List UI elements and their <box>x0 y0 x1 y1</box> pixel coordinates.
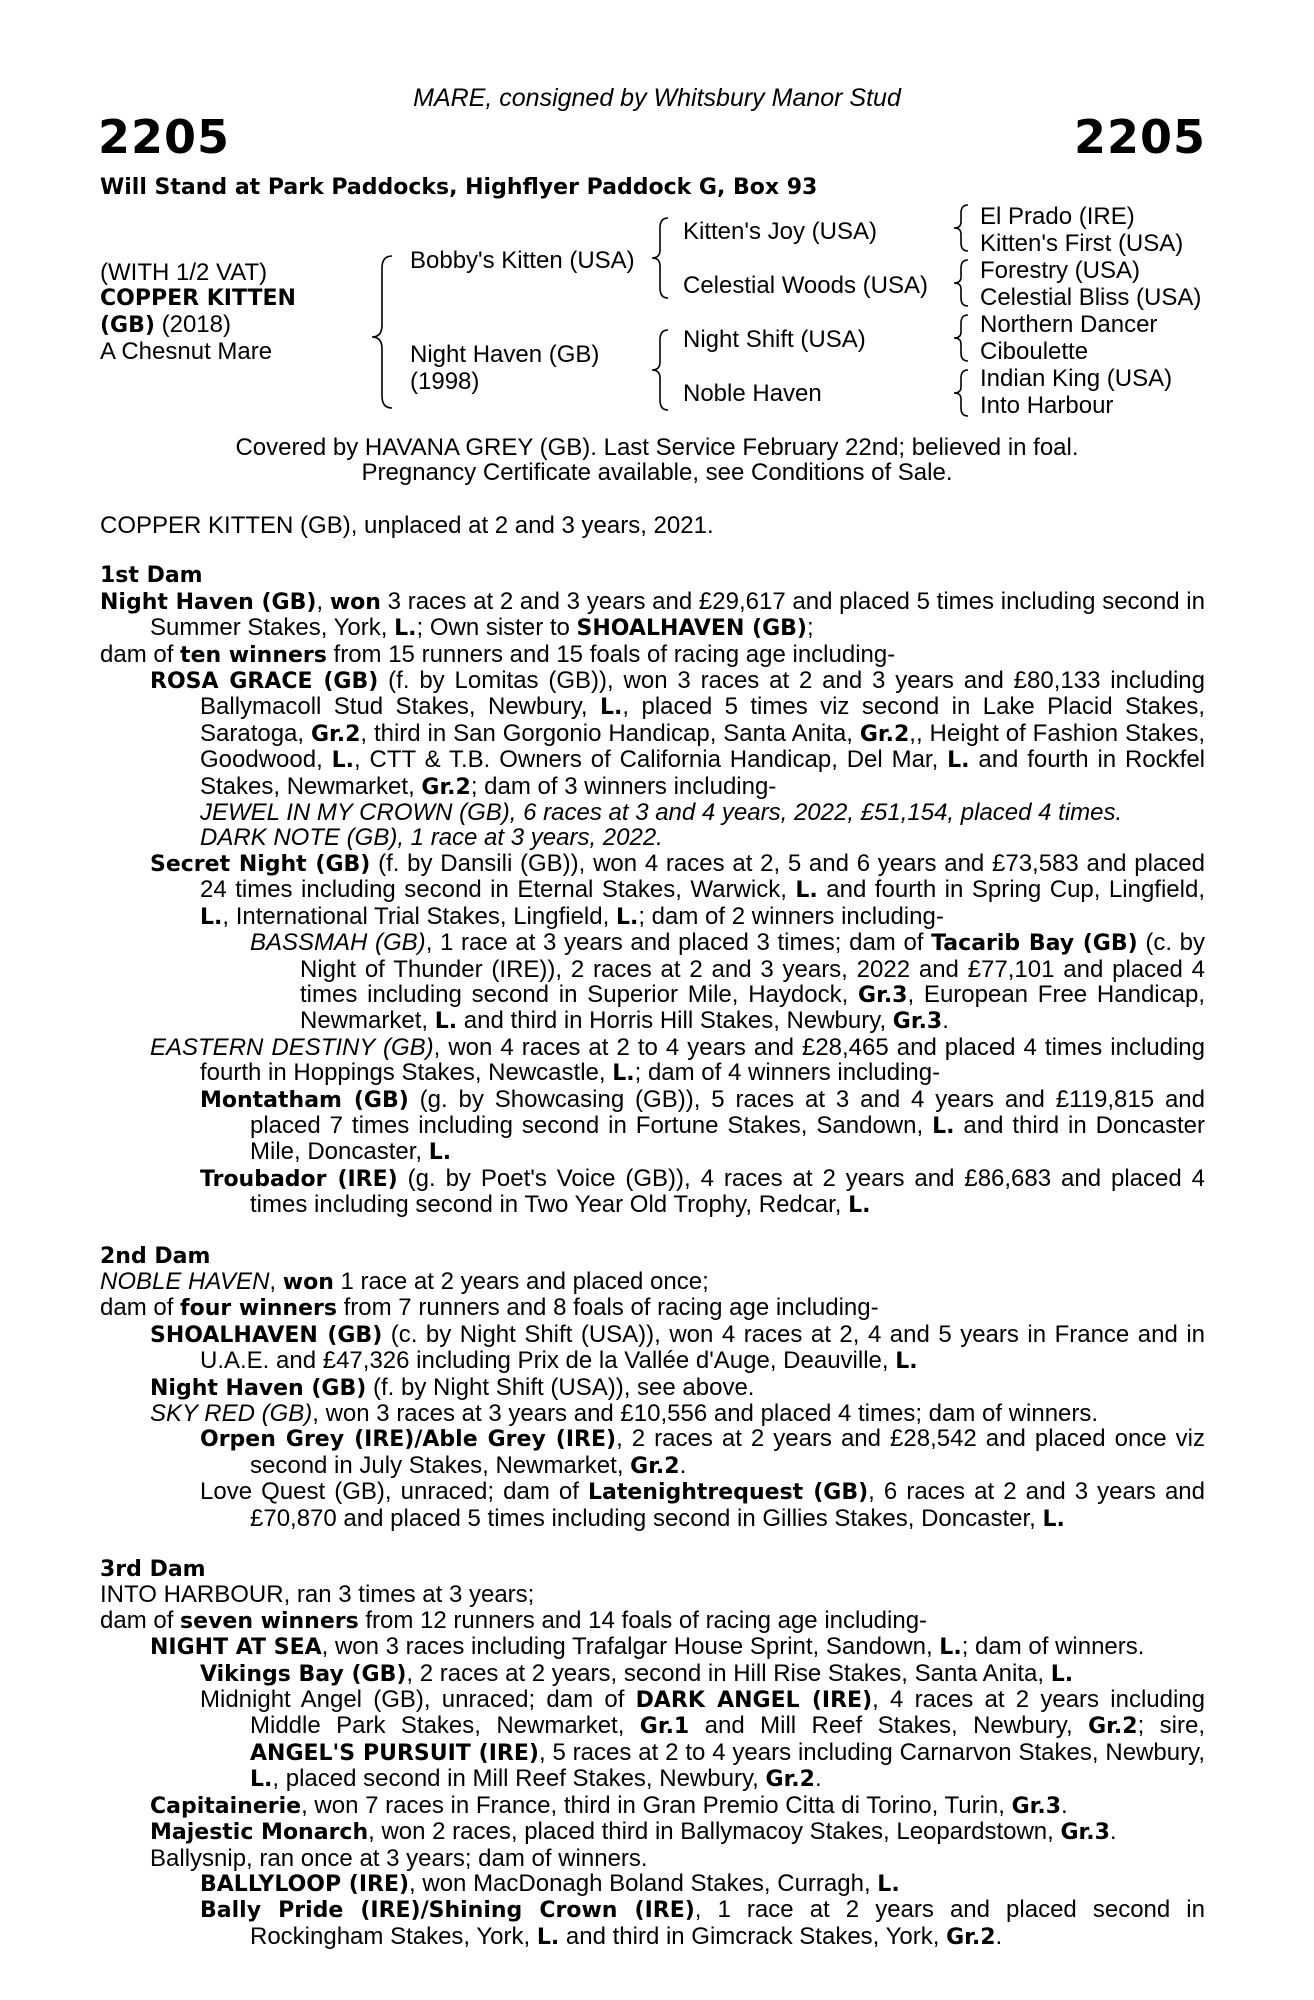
listed-mark: L. <box>394 616 417 642</box>
group-mark: Gr.2 <box>859 721 910 747</box>
sire-dam: Celestial Woods (USA) <box>683 272 928 299</box>
text: (f. by Night Shift (USA)), see above. <box>366 1373 755 1401</box>
text: dam of <box>100 1294 181 1322</box>
text: , won 3 races at 3 years and £10,556 and placed 4 times; dam of winners. <box>312 1400 1099 1427</box>
listed-mark: L. <box>895 1349 918 1375</box>
produce-name: Orpen Grey (IRE)/Able Grey (IRE) <box>200 1427 617 1453</box>
text: 3 races at 2 and 3 years and £29,617 and placed 5 times including second in Summer Stakes, York, <box>150 587 1205 642</box>
produce-eastern-destiny <box>100 1035 1205 1087</box>
text: ; dam of 3 winners including- <box>470 772 777 800</box>
produce-majestic-monarch <box>100 1819 1205 1845</box>
group-mark: Gr.2 <box>946 1924 996 1950</box>
group-mark: Gr.3 <box>858 982 908 1008</box>
text: , 1 race at 2 years and placed second in Rockingham Stakes, York, <box>250 1896 1205 1950</box>
covered-line-2: Pregnancy Certificate available, see Conditions of Sale. <box>361 459 953 486</box>
text: and fourth in Spring Cup, Lingfield, <box>817 876 1206 904</box>
listed-mark: L. <box>434 1009 458 1035</box>
produce-vikings-bay <box>100 1661 1205 1687</box>
text: , won 7 races in France, third in Gran Premio Citta di Torino, Turin, <box>301 1791 1012 1819</box>
listed-mark: L. <box>877 1871 900 1897</box>
group-mark: Gr.3 <box>1011 1793 1062 1819</box>
horse-year: (2018) <box>154 311 231 338</box>
listed-mark: L. <box>947 748 970 774</box>
produce-name: EASTERN DESTINY (GB) <box>150 1033 434 1061</box>
text: . <box>1109 1818 1117 1846</box>
text: from 12 runners and 14 foals of racing age including- <box>358 1606 928 1634</box>
produce-name: Latenightrequest (GB) <box>588 1480 869 1506</box>
produce-love-quest <box>100 1479 1205 1532</box>
group-mark: Gr.2 <box>765 1767 815 1793</box>
group-mark: Gr.3 <box>892 1009 943 1035</box>
produce-night-haven <box>100 1375 1205 1401</box>
text: (f. by Lomitas (GB)), won 3 races at 2 and 3 years and £80,133 including Ballymacoll Stud Stakes, Newbury, <box>200 667 1205 721</box>
gg-dss: Northern Dancer <box>980 311 1158 338</box>
winner-count: four winners <box>180 1296 337 1322</box>
text: and Mill Reef Stakes, Newbury, <box>689 1712 1089 1740</box>
produce-name: Vikings Bay (GB) <box>200 1661 407 1687</box>
text: , CTT & T.B. Owners of California Handicap, Del Mar, <box>354 746 948 774</box>
brace-dam <box>652 330 668 410</box>
produce-name: SHOALHAVEN (GB) <box>150 1322 383 1348</box>
second-dam-entry: NOBLE HAVEN, won 1 race at 2 years and placed once; <box>100 1267 709 1295</box>
produce-troubador <box>100 1166 1205 1219</box>
race-record: COPPER KITTEN (GB), unplaced at 2 and 3 years, 2021. <box>100 512 714 539</box>
third-dam-produce-summary <box>100 1608 1205 1634</box>
gg-sds: Forestry (USA) <box>980 257 1141 284</box>
listed-mark: L. <box>600 695 623 721</box>
won-word: won <box>282 1269 334 1295</box>
brace-dd <box>954 370 968 416</box>
text: from 15 runners and 15 foals of racing age including- <box>326 640 896 668</box>
group-mark: Gr.3 <box>1060 1820 1110 1846</box>
produce-dark-note: DARK NOTE (GB), 1 race at 3 years, 2022. <box>200 824 663 852</box>
lot-number-left: 2205 <box>98 110 231 164</box>
group-mark: Gr.2 <box>630 1453 680 1479</box>
gg-dsd: Ciboulette <box>980 338 1089 365</box>
text: , 1 race at 3 years and placed 3 times; dam of <box>425 929 932 957</box>
produce-name: DARK ANGEL (IRE) <box>635 1688 873 1714</box>
text: , placed 5 times viz second in Lake Placid Stakes, Saratoga, <box>200 693 1205 747</box>
text: dam of <box>100 640 181 668</box>
text: , 2 races at 2 years, second in Hill Rise Stakes, Santa Anita, <box>406 1659 1051 1687</box>
produce-sky-red <box>100 1401 1205 1426</box>
text: . <box>942 1007 949 1035</box>
listed-mark: L. <box>200 904 223 930</box>
text: (g. by Showcasing (GB)), 5 races at 3 and 4 years and £119,815 and placed 7 times including second in Fortune Stakes, Sandown, <box>250 1085 1205 1139</box>
text: (c. by Night Shift (USA)), won 4 races at 2, 4 and 5 years in France and in U.A.E. and £47,326 including Prix de la Vallée d'Auge, Deauville, <box>200 1320 1205 1375</box>
brace-sire <box>652 218 668 298</box>
text: . <box>995 1922 1003 1950</box>
brace-ds <box>954 315 968 361</box>
third-dam-heading: 3rd Dam <box>100 1557 206 1583</box>
text: dam of <box>100 1606 181 1634</box>
listed-mark: L. <box>932 1113 955 1139</box>
pedigree-body <box>100 513 1205 1950</box>
second-dam-heading: 2nd Dam <box>100 1243 211 1269</box>
consignor-line: MARE, consigned by Whitsbury Manor Stud <box>413 84 901 112</box>
group-mark: Gr.2 <box>1088 1714 1138 1740</box>
dam-dam: Noble Haven <box>683 380 822 407</box>
produce-montatham <box>100 1087 1205 1166</box>
produce-name: Capitainerie <box>150 1793 302 1819</box>
lot-number-right: 2205 <box>1073 110 1206 164</box>
text: , placed second in Mill Reef Stakes, Newbury, <box>272 1765 766 1793</box>
listed-mark: L. <box>250 1767 273 1793</box>
second-dam-name: NOBLE HAVEN <box>100 1267 270 1295</box>
won-word: won <box>329 589 381 615</box>
covered-note <box>0 435 1314 485</box>
produce-name: ROSA GRACE (GB) <box>150 669 379 695</box>
produce-name: BALLYLOOP (IRE) <box>200 1871 410 1897</box>
listed-mark: L. <box>536 1924 560 1950</box>
text: , won 4 races at 2 to 4 years and £28,465 and placed 4 times including fourth in Hoppings Stakes, Newcastle, <box>200 1033 1206 1087</box>
produce-name: Majestic Monarch <box>150 1820 369 1846</box>
text: . <box>814 1765 822 1793</box>
group-mark: Gr.1 <box>639 1714 690 1740</box>
produce-rosa-grace: ROSA GRACE (GB) (f. by Lomitas (GB)), won 3 races at 2 and 3 years and £80,133 including Ballymacoll Stud Stakes, Newbury, L., placed 5 times viz second in Lake Placid Stakes, Saratoga, Gr.2, third in San Gorgonio Handicap, Santa Anita, Gr.2,, Height of Fashion Stakes, Goodwood, L., CTT & T.B. Owners of California Handicap, Del Mar, L. and fourth in Rockfel Stakes, Newmarket, Gr.2; dam of 3 winners including- <box>150 667 1206 800</box>
first-dam-produce-summary <box>100 642 1205 668</box>
produce-night-at-sea <box>100 1634 1205 1660</box>
third-dam-entry: INTO HARBOUR, ran 3 times at 3 years; <box>100 1581 535 1609</box>
text: , third in San Gorgonio Handicap, Santa Anita, <box>360 719 860 747</box>
listed-mark: L. <box>1050 1661 1074 1687</box>
listed-mark: L. <box>939 1635 962 1661</box>
covered-line-1: Covered by HAVANA GREY (GB). Last Service February 22nd; believed in foal. <box>235 434 1079 461</box>
text: from 7 runners and 8 foals of racing age including- <box>336 1294 879 1322</box>
dam: Night Haven (GB) <box>410 341 600 368</box>
listed-mark: L. <box>615 904 639 930</box>
produce-orpen-grey: Orpen Grey (IRE)/Able Grey (IRE), 2 races at 2 years and £28,542 and placed once viz second in July Stakes, Newmarket, Gr.2. <box>200 1425 1206 1479</box>
text: , Height of Fashion Stakes, Goodwood, <box>200 719 1205 774</box>
text: Midnight Angel (GB), unraced; dam of <box>200 1686 636 1714</box>
brace-main <box>372 256 392 408</box>
produce-name: Night Haven (GB) <box>150 1375 367 1401</box>
first-dam-heading: 1st Dam <box>100 563 203 589</box>
text: ; Own sister to <box>416 614 577 642</box>
produce-name: Tacarib Bay (GB) <box>931 931 1138 957</box>
listed-mark: L. <box>428 1140 452 1166</box>
produce-ballysnip: Ballysnip, ran once at 3 years; dam of winners. <box>150 1844 648 1872</box>
dam-year: (1998) <box>410 368 480 395</box>
dam-sire: Night Shift (USA) <box>683 326 866 353</box>
text: and fourth in Rockfel Stakes, Newmarket, <box>200 746 1206 800</box>
produce-name: Troubador (IRE) <box>200 1166 398 1192</box>
listed-mark: L. <box>331 748 354 774</box>
gg-ssd: Kitten's First (USA) <box>980 230 1184 257</box>
produce-bassmah <box>100 930 1205 1035</box>
produce-name: Montatham (GB) <box>200 1087 409 1113</box>
sire: Bobby's Kitten (USA) <box>410 247 635 274</box>
gg-dds: Indian King (USA) <box>980 365 1173 392</box>
listed-mark: L. <box>612 1061 635 1087</box>
produce-jewel-in-my-crown: JEWEL IN MY CROWN (GB), 6 races at 3 and 4 years, 2022, £51,154, placed 4 times. <box>200 799 1123 827</box>
winner-count: ten winners <box>180 642 327 668</box>
winner-count: seven winners <box>180 1608 359 1634</box>
group-mark: Gr.2 <box>421 774 471 800</box>
horse-name: COPPER KITTEN <box>100 286 296 311</box>
gg-ddd: Into Harbour <box>980 392 1114 419</box>
produce-name: Secret Night (GB) <box>150 851 371 877</box>
produce-shoalhaven <box>100 1322 1205 1375</box>
text: ; sire, <box>1137 1712 1205 1740</box>
gg-sss: El Prado (IRE) <box>980 203 1135 230</box>
text: , won MacDonagh Boland Stakes, Curragh, <box>409 1869 878 1897</box>
produce-name: Bally Pride (IRE)/Shining Crown (IRE) <box>200 1898 695 1924</box>
horse-origin: (GB) <box>100 313 155 338</box>
text: , 5 races at 2 to 4 years including Carnarvon Stakes, Newbury, <box>538 1738 1205 1766</box>
produce-midnight-angel <box>100 1687 1205 1793</box>
text: ; dam of winners. <box>961 1633 1145 1661</box>
text: (f. by Dansili (GB)), won 4 races at 2, 5 and 6 years and £73,583 and placed 24 times including second in Eternal Stakes, Warwick, <box>200 849 1205 904</box>
text: , won 3 races including Trafalgar House Sprint, Sandown, <box>321 1633 940 1661</box>
text: (c. by Night of Thunder (IRE)), 2 races at 2 and 3 years, 2022 and £77,101 and placed 4 times including second in Superior Mile, Haydock, <box>300 929 1206 1008</box>
text: ; dam of 2 winners including- <box>638 902 944 930</box>
produce-secret-night <box>100 851 1205 930</box>
listed-mark: L. <box>795 878 818 904</box>
produce-bally-pride <box>100 1897 1205 1950</box>
produce-ballyloop <box>100 1871 1205 1897</box>
text: 1 race at 2 years and placed once; <box>333 1267 709 1295</box>
produce-name: NIGHT AT SEA <box>150 1635 322 1661</box>
stand-location: Will Stand at Park Paddocks, Highflyer Paddock G, Box 93 <box>100 175 818 200</box>
text: , won 2 races, placed third in Ballymacoy Stakes, Leopardstown, <box>368 1818 1061 1846</box>
first-dam-name: Night Haven (GB) <box>100 589 317 615</box>
listed-mark: L. <box>848 1193 871 1219</box>
text: , 4 races at 2 years including Middle Park Stakes, Newmarket, <box>250 1686 1205 1740</box>
produce-capitainerie <box>100 1793 1205 1819</box>
text: and third in Doncaster Mile, Doncaster, <box>250 1111 1205 1166</box>
sister-name: SHOALHAVEN (GB) <box>576 616 807 642</box>
sire-sire: Kitten's Joy (USA) <box>683 218 877 245</box>
vat-note: (WITH 1/2 VAT) <box>100 259 268 286</box>
text: ; dam of 4 winners including- <box>634 1059 941 1087</box>
text: (g. by Poet's Voice (GB)), 4 races at 2 years and £86,683 and placed 4 times including second in Two Year Old Trophy, Redcar, <box>250 1164 1205 1219</box>
brace-ss <box>954 205 968 251</box>
text: ; <box>806 614 814 642</box>
text: Love Quest (GB), unraced; dam of <box>200 1478 588 1506</box>
text: and third in Horris Hill Stakes, Newbury, <box>457 1007 893 1035</box>
text: , 6 races at 2 and 3 years and £70,870 and placed 5 times including second in Gillies Stakes, Doncaster, <box>250 1478 1205 1532</box>
gg-sdd: Celestial Bliss (USA) <box>980 284 1202 311</box>
text: . <box>1061 1791 1068 1819</box>
produce-name: BASSMAH (GB) <box>250 929 426 957</box>
first-dam-entry: Night Haven (GB), won 3 races at 2 and 3 years and £29,617 and placed 5 times including second in Summer Stakes, York, L.; Own sister to SHOALHAVEN (GB); <box>100 587 1205 642</box>
second-dam-produce-summary <box>100 1295 1205 1321</box>
listed-mark: L. <box>1042 1506 1065 1532</box>
group-mark: Gr.2 <box>310 721 361 747</box>
brace-sd <box>954 260 968 306</box>
text: , European Free Handicap, Newmarket, <box>300 980 1205 1035</box>
horse-description: A Chesnut Mare <box>100 338 273 365</box>
produce-name: ANGEL'S PURSUIT (IRE) <box>250 1740 539 1766</box>
text: , International Trial Stakes, Lingfield, <box>222 902 616 930</box>
text: , 2 races at 2 years and £28,542 and placed once viz second in July Stakes, Newmarket, <box>250 1425 1206 1479</box>
text: and third in Gimcrack Stakes, York, <box>559 1922 947 1950</box>
produce-name: SKY RED (GB) <box>150 1400 313 1427</box>
